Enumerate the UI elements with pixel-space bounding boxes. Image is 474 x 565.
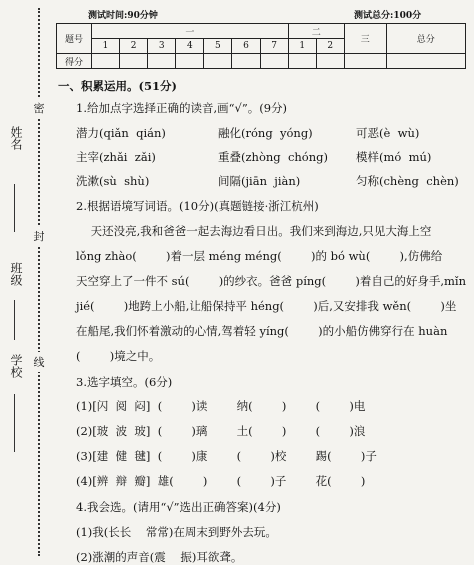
pinyin-option[interactable]: 模样(mó mú) — [356, 150, 432, 164]
seal-char-3: 线 — [32, 352, 46, 372]
seal-char-1: 密 — [32, 98, 46, 118]
table-cell: 3 — [148, 39, 176, 54]
table-cell: 一 — [92, 24, 289, 39]
pinyin-option[interactable]: 重叠(zhòng chóng) — [218, 150, 328, 164]
pinyin-option[interactable]: 可恶(è wù) — [356, 126, 420, 140]
class-blank[interactable] — [14, 300, 15, 340]
score-input-cell[interactable] — [316, 54, 344, 69]
fill-row[interactable]: (1)[闪 阅 闷] ( )读 纳( ) ( )电 — [76, 399, 366, 413]
question-1-title: 1.给加点字选择正确的读音,画“√”。(9分) — [76, 101, 288, 115]
pinyin-option[interactable]: 潜力(qiǎn qián) — [76, 126, 166, 140]
pinyin-option[interactable]: 间隔(jiān jiàn) — [218, 174, 301, 188]
score-input-cell[interactable] — [386, 54, 465, 69]
table-cell: 6 — [232, 39, 260, 54]
table-cell: 得分 — [57, 54, 92, 69]
passage-line[interactable]: jié( )地跨上小船,让船保持平 héng( )后,又安排我 wěn( )坐 — [76, 299, 457, 313]
table-cell: 三 — [344, 24, 386, 54]
table-cell: 二 — [288, 24, 344, 39]
pinyin-option[interactable]: 主宰(zhǎi zǎi) — [76, 150, 156, 164]
score-input-cell[interactable] — [288, 54, 316, 69]
table-cell: 1 — [92, 39, 120, 54]
seal-cut-line — [38, 8, 40, 556]
pinyin-option[interactable]: 匀称(chèng chèn) — [356, 174, 459, 188]
school-label: 学校 — [9, 354, 23, 378]
score-input-cell[interactable] — [92, 54, 120, 69]
table-cell: 1 — [288, 39, 316, 54]
score-table — [56, 23, 466, 69]
score-input-cell[interactable] — [232, 54, 260, 69]
table-row — [57, 54, 466, 69]
fill-row[interactable]: (4)[辨 辩 瓣] 雄( ) ( )子 花( ) — [76, 474, 366, 488]
question-4-title: 4.我会选。(请用“√”选出正确答案)(4分) — [76, 500, 281, 514]
score-input-cell[interactable] — [148, 54, 176, 69]
score-input-cell[interactable] — [120, 54, 148, 69]
section-title: 一、积累运用。(51分) — [58, 79, 177, 93]
school-blank[interactable] — [14, 394, 15, 452]
table-cell: 2 — [316, 39, 344, 54]
table-cell: 4 — [176, 39, 204, 54]
passage-line[interactable]: ( )境之中。 — [76, 349, 161, 363]
fill-row[interactable]: (3)[建 健 毽] ( )康 ( )校 踢( )子 — [76, 449, 377, 463]
score-input-cell[interactable] — [260, 54, 288, 69]
passage-line[interactable]: lǒng zhào( )着一层 méng méng( )的 bó wù( ),仿佛给 — [76, 249, 443, 263]
table-cell: 题号 — [57, 24, 92, 54]
pinyin-option[interactable]: 融化(róng yóng) — [218, 126, 313, 140]
fill-row[interactable]: (2)[玻 波 玻] ( )璃 土( ) ( )浪 — [76, 424, 366, 438]
passage-line[interactable]: 天空穿上了一件不 sú( )的纱衣。爸爸 píng( )着自己的好身手,mǐn — [76, 274, 467, 288]
choice-row[interactable]: (1)我(长长 常常)在周末到野外去玩。 — [76, 525, 277, 539]
score-input-cell[interactable] — [204, 54, 232, 69]
score-input-cell[interactable] — [344, 54, 386, 69]
table-cell: 7 — [260, 39, 288, 54]
seal-char-2: 封 — [32, 226, 46, 246]
choice-row[interactable]: (2)涨潮的声音(震 振)耳欲聋。 — [76, 550, 243, 564]
class-label: 班级 — [9, 262, 23, 286]
question-2-title: 2.根据语境写词语。(10分)(真题链接·浙江杭州) — [76, 199, 319, 213]
table-row — [57, 24, 466, 39]
table-cell: 2 — [120, 39, 148, 54]
passage-line[interactable]: 在船尾,我们怀着激动的心情,驾着轻 yíng( )的小船仿佛穿行在 huàn — [76, 324, 448, 338]
score-input-cell[interactable] — [176, 54, 204, 69]
question-3-title: 3.选字填空。(6分) — [76, 375, 173, 389]
passage-line: 天还没亮,我和爸爸一起去海边看日出。我们来到海边,只见大海上空 — [76, 224, 432, 238]
table-cell: 5 — [204, 39, 232, 54]
table-cell: 总分 — [386, 24, 465, 54]
name-label: 姓名 — [9, 126, 23, 150]
pinyin-option[interactable]: 洗漱(sù shù) — [76, 174, 150, 188]
exam-total-score: 测试总分:100分 — [354, 11, 422, 21]
binding-sidebar — [0, 0, 54, 563]
name-blank[interactable] — [14, 184, 15, 232]
exam-time: 测试时间:90分钟 — [88, 11, 158, 21]
